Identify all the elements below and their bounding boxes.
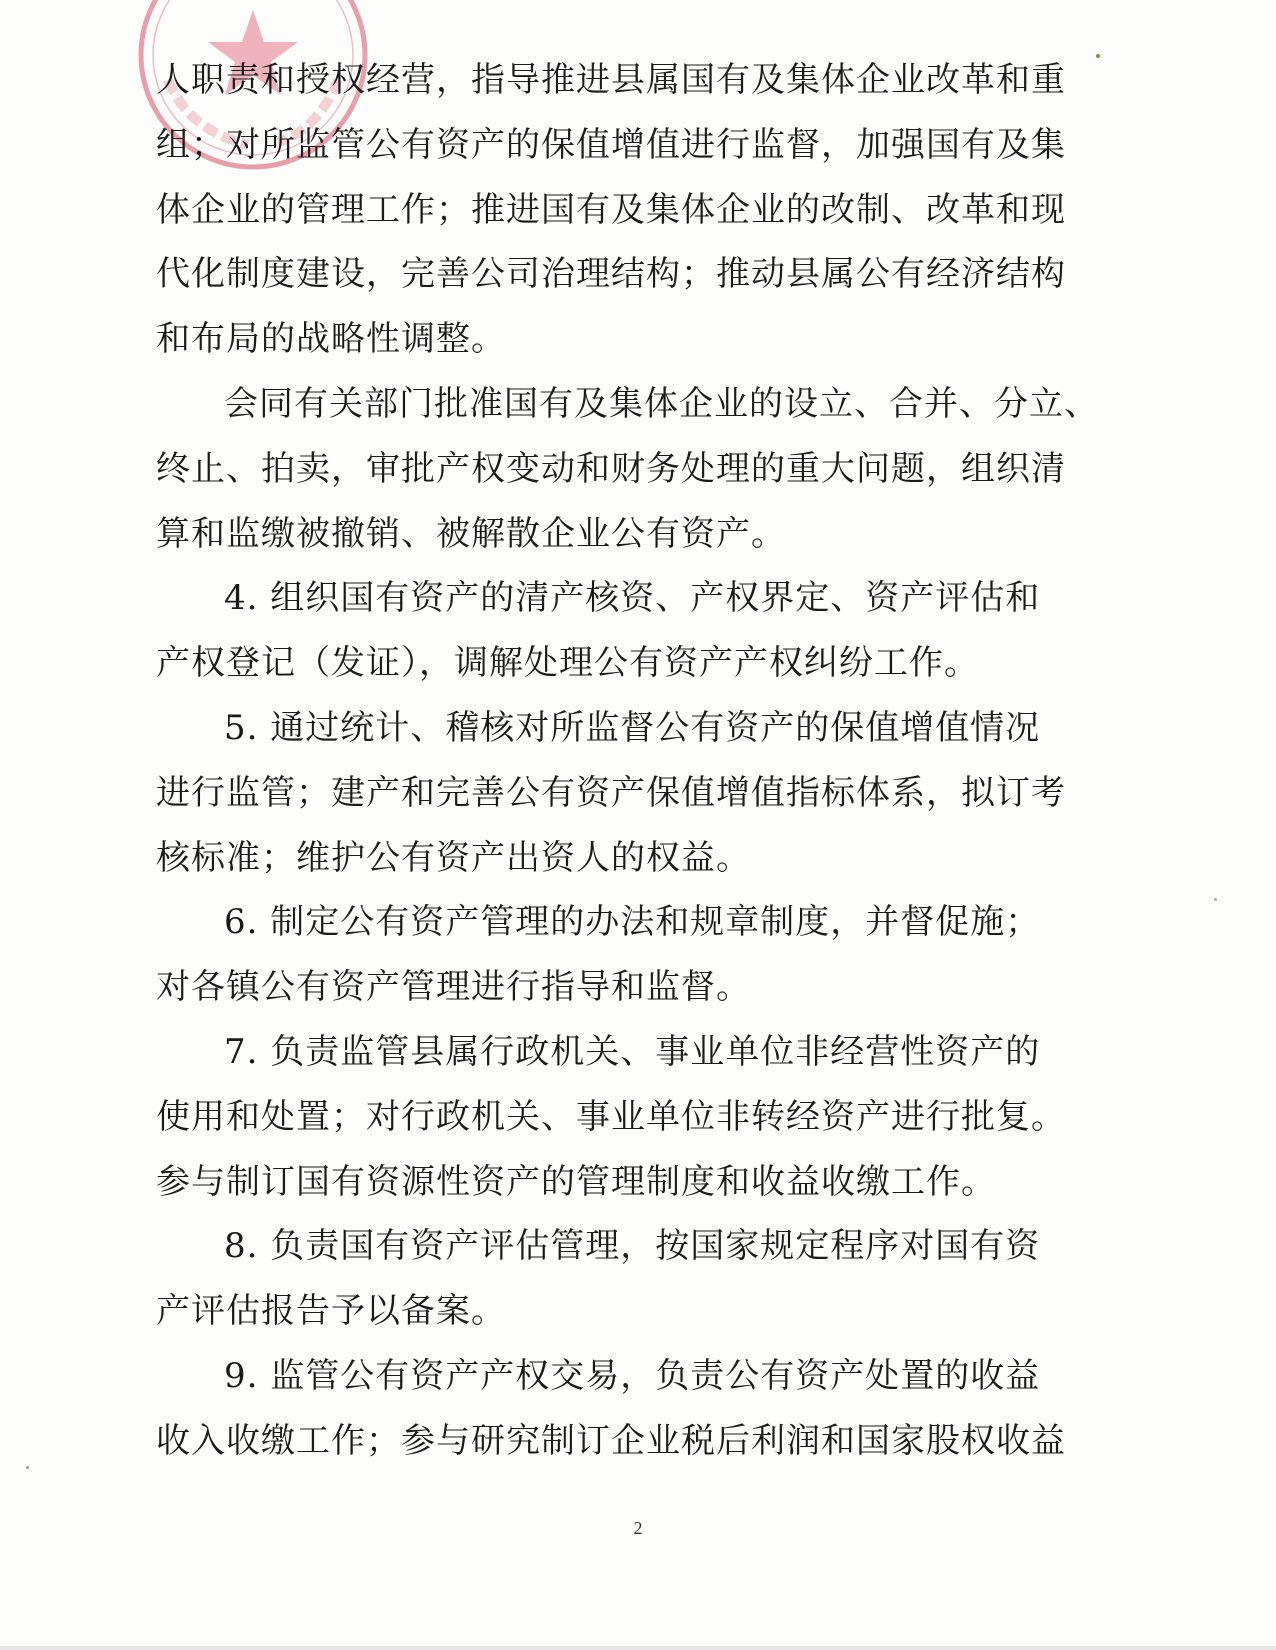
text-line: 对各镇公有资产管理进行指导和监督。: [156, 967, 751, 1008]
text-line: 9. 监管公有资产产权交易，负责公有资产处置的收益: [224, 1355, 1041, 1396]
text-line: 进行监管；建产和完善公有资产保值增值指标体系，拟订考: [156, 772, 1066, 813]
text-line: 会同有关部门批准国有及集体企业的设立、合并、分立、: [224, 383, 1099, 424]
text-line: 参与制订国有资源性资产的管理制度和收益收缴工作。: [156, 1161, 996, 1202]
text-line: 产评估报告予以备案。: [156, 1291, 506, 1332]
text-line: 产权登记（发证），调解处理公有资产产权纠纷工作。: [156, 643, 979, 684]
text-line: 核标准；维护公有资产出资人的权益。: [156, 837, 751, 878]
page-number: 2: [633, 1518, 643, 1538]
text-line: 7. 负责监管县属行政机关、事业单位非经营性资产的: [224, 1031, 1041, 1072]
scan-speck: [26, 1466, 29, 1469]
text-line: 4. 组织国有资产的清产核资、产权界定、资产评估和: [224, 578, 1041, 619]
document-body: [156, 48, 1099, 1474]
text-line: 收入收缴工作；参与研究制订企业税后利润和国家股权收益: [156, 1420, 1066, 1461]
text-line: 人职责和授权经营，指导推进县属国有及集体企业改革和重: [156, 60, 1066, 100]
text-line: 代化制度建设，完善公司治理结构；推动县属公有经济结构: [156, 254, 1066, 295]
text-line: 组；对所监管公有资产的保值增值进行监督，加强国有及集: [156, 124, 1066, 165]
text-line: 5. 通过统计、稽核对所监督公有资产的保值增值情况: [224, 707, 1041, 748]
text-line: 8. 负责国有资产评估管理，按国家规定程序对国有资: [224, 1226, 1041, 1267]
scan-edge: [0, 1646, 1276, 1650]
text-line: 算和监缴被撤销、被解散企业公有资产。: [156, 513, 786, 554]
text-line: 使用和处置；对行政机关、事业单位非转经资产进行批复。: [156, 1096, 1066, 1137]
scan-speck: [1096, 54, 1100, 58]
text-line: 6. 制定公有资产管理的办法和规章制度，并督促施；: [224, 902, 1041, 943]
text-line: 和布局的战略性调整。: [156, 319, 506, 360]
scan-speck: [1214, 898, 1217, 901]
text-line: 体企业的管理工作；推进国有及集体企业的改制、改革和现: [156, 189, 1066, 230]
text-line: 终止、拍卖，审批产权变动和财务处理的重大问题，组织清: [156, 448, 1066, 489]
